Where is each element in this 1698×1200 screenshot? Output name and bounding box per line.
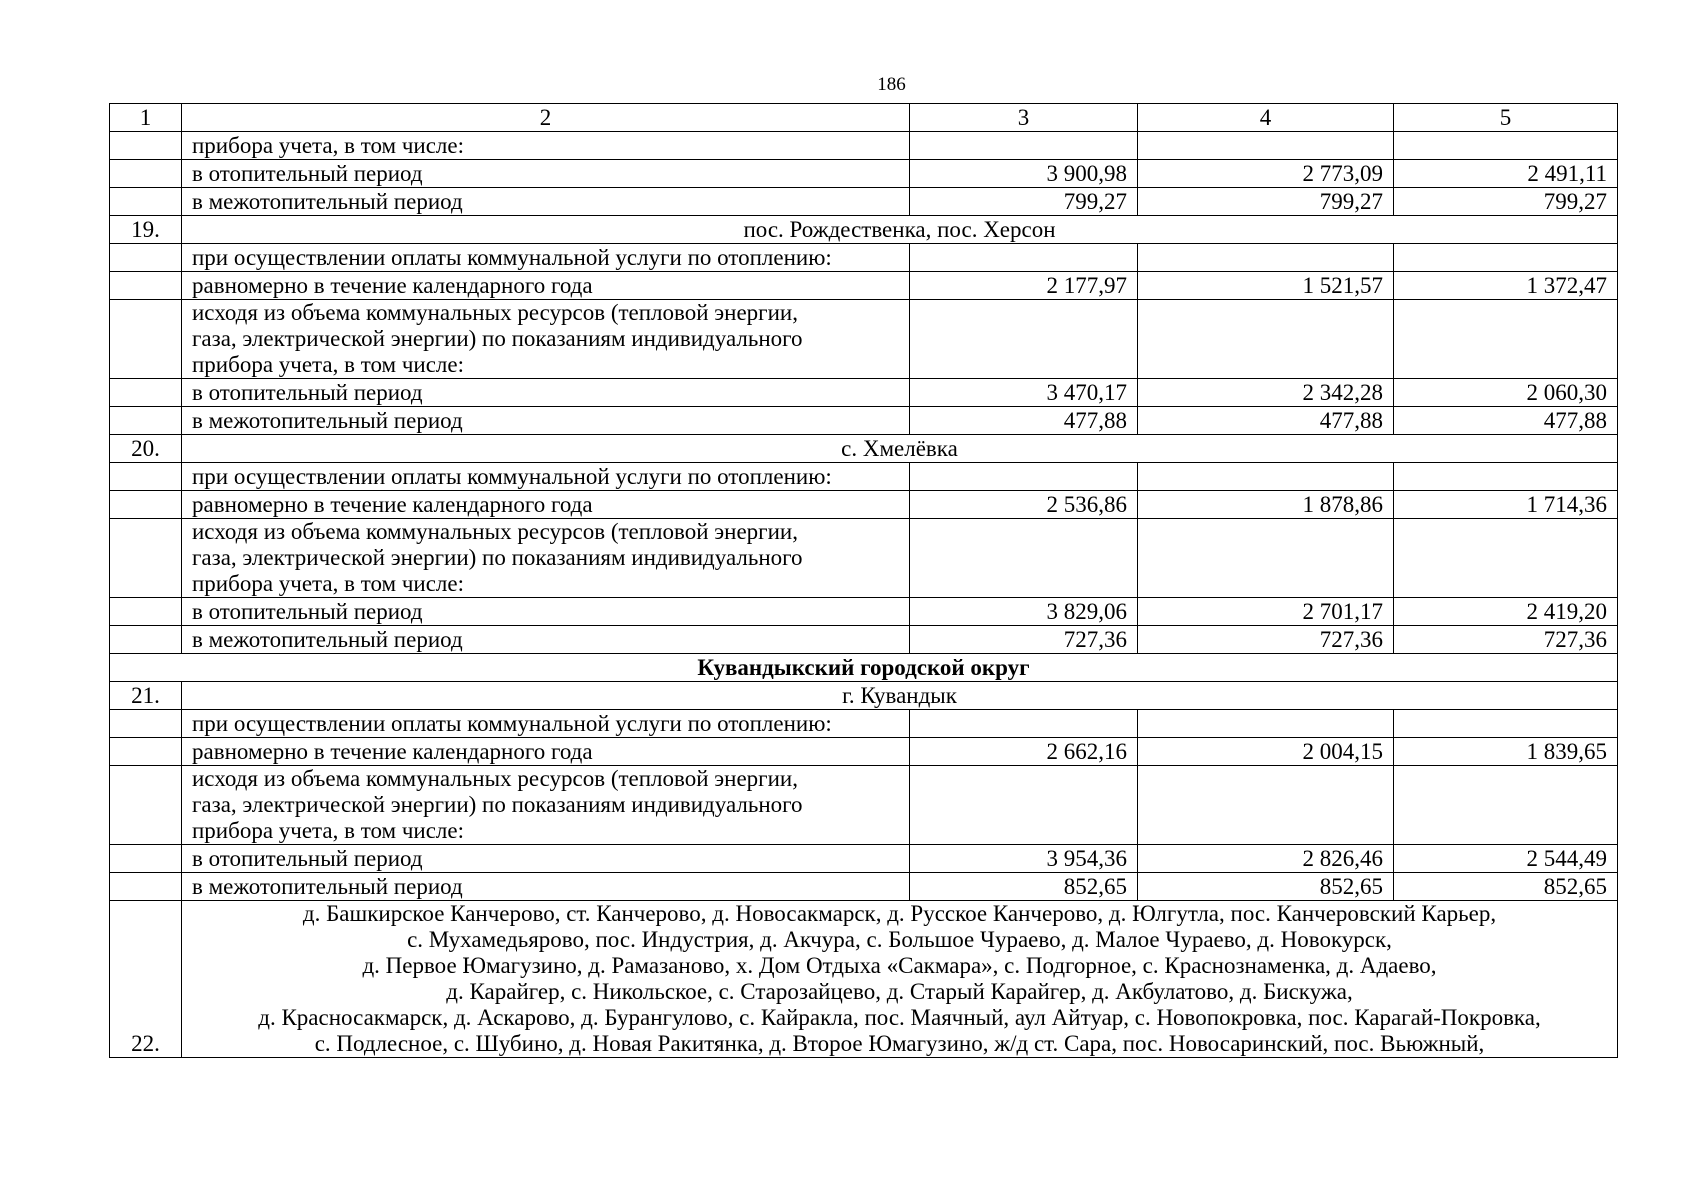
tariff-table [109, 103, 1618, 1058]
locality-list-line: д. Карайгер, с. Никольское, с. Старозайцево, д. Старый Карайгер, д. Акбулатово, д. Бискужа, [446, 979, 1353, 1004]
value-cell-col3: 3 470,17 [910, 379, 1138, 407]
value-cell-col4: 799,27 [1138, 188, 1394, 216]
page-number: 186 [877, 74, 906, 95]
value-cell-col4 [1138, 244, 1394, 272]
row-number-cell [110, 188, 182, 216]
value-cell-col5: 2 491,11 [1394, 160, 1618, 188]
table-row [110, 598, 1618, 626]
locality-list-row [110, 901, 1618, 1058]
value-cell-col3 [910, 132, 1138, 160]
tariff-table-body [110, 104, 1618, 1058]
value-cell-col4: 1 521,57 [1138, 272, 1394, 300]
value-cell-col5 [1394, 710, 1618, 738]
value-cell-col5: 1 839,65 [1394, 738, 1618, 766]
row-number-cell [110, 132, 182, 160]
value-cell-col3: 3 954,36 [910, 845, 1138, 873]
value-cell-col3 [910, 710, 1138, 738]
header-row [110, 104, 1618, 132]
row-label: в межотопительный период [182, 407, 910, 435]
table-row [110, 710, 1618, 738]
row-number: 21. [110, 682, 182, 710]
label-line: прибора учета, в том числе: [192, 352, 464, 377]
value-cell-col3 [910, 300, 1138, 379]
table-row [110, 845, 1618, 873]
header-cell-1: 1 [110, 104, 182, 132]
value-cell-col4: 2 701,17 [1138, 598, 1394, 626]
locality-list-line: д. Первое Юмагузино, д. Рамазаново, х. Дом Отдыха «Сакмара», с. Подгорное, с. Краснознаменка, д. Адаево, [362, 953, 1437, 978]
value-cell-col4: 2 004,15 [1138, 738, 1394, 766]
locality-name: с. Хмелёвка [182, 435, 1618, 463]
header-cell-5: 5 [1394, 104, 1618, 132]
label-line: газа, электрической энергии) по показаниям индивидуального [192, 792, 803, 817]
value-cell-col4: 727,36 [1138, 626, 1394, 654]
table-row [110, 519, 1618, 598]
table-row [110, 491, 1618, 519]
row-number: 22. [110, 901, 182, 1058]
value-cell-col3: 3 900,98 [910, 160, 1138, 188]
value-cell-col4 [1138, 766, 1394, 845]
value-cell-col5: 852,65 [1394, 873, 1618, 901]
row-label: при осуществлении оплаты коммунальной услуги по отоплению: [182, 463, 910, 491]
row-label: при осуществлении оплаты коммунальной услуги по отоплению: [182, 710, 910, 738]
row-number-cell [110, 710, 182, 738]
row-label-multiline [182, 766, 910, 845]
locality-list-line: д. Красносакмарск, д. Аскарово, д. Бурангулово, с. Кайракла, пос. Маячный, аул Айтуар, с. Новопокровка, пос. Карагай-Покровка, [258, 1005, 1541, 1030]
value-cell-col5: 2 419,20 [1394, 598, 1618, 626]
value-cell-col4 [1138, 132, 1394, 160]
value-cell-col4 [1138, 710, 1394, 738]
value-cell-col4: 1 878,86 [1138, 491, 1394, 519]
table-row [110, 300, 1618, 379]
value-cell-col5 [1394, 300, 1618, 379]
value-cell-col3: 2 662,16 [910, 738, 1138, 766]
value-cell-col4 [1138, 300, 1394, 379]
value-cell-col5 [1394, 132, 1618, 160]
value-cell-col5: 477,88 [1394, 407, 1618, 435]
label-line: исходя из объема коммунальных ресурсов (тепловой энергии, [192, 300, 798, 325]
value-cell-col3: 799,27 [910, 188, 1138, 216]
table-row [110, 160, 1618, 188]
label-line: исходя из объема коммунальных ресурсов (тепловой энергии, [192, 766, 798, 791]
locality-list-line: д. Башкирское Канчерово, ст. Канчерово, д. Новосакмарск, д. Русское Канчерово, д. Юлгутла, пос. Канчеровский Карьер, [302, 901, 1497, 926]
value-cell-col4: 477,88 [1138, 407, 1394, 435]
value-cell-col5: 2 060,30 [1394, 379, 1618, 407]
label-line: газа, электрической энергии) по показаниям индивидуального [192, 326, 803, 351]
table-row [110, 132, 1618, 160]
row-label: прибора учета, в том числе: [182, 132, 910, 160]
value-cell-col4: 2 826,46 [1138, 845, 1394, 873]
header-cell-4: 4 [1138, 104, 1394, 132]
value-cell-col5 [1394, 766, 1618, 845]
locality-list-line: с. Мухамедьярово, пос. Индустрия, д. Акчура, с. Большое Чураево, д. Малое Чураево, д. Новокурск, [407, 927, 1392, 952]
row-label-multiline [182, 519, 910, 598]
row-label: в межотопительный период [182, 188, 910, 216]
table-row [110, 244, 1618, 272]
table-row [110, 379, 1618, 407]
section-row [110, 654, 1618, 682]
value-cell-col5 [1394, 519, 1618, 598]
header-cell-3: 3 [910, 104, 1138, 132]
label-line: прибора учета, в том числе: [192, 818, 464, 843]
row-number-cell [110, 300, 182, 379]
row-number-cell [110, 598, 182, 626]
table-row [110, 188, 1618, 216]
row-label: равномерно в течение календарного года [182, 491, 910, 519]
label-line: газа, электрической энергии) по показаниям индивидуального [192, 545, 803, 570]
header-cell-2: 2 [182, 104, 910, 132]
row-label: при осуществлении оплаты коммунальной услуги по отоплению: [182, 244, 910, 272]
row-number-cell [110, 873, 182, 901]
table-row [110, 873, 1618, 901]
table-row [110, 738, 1618, 766]
row-number-cell [110, 766, 182, 845]
table-row [110, 272, 1618, 300]
value-cell-col4 [1138, 463, 1394, 491]
row-number-cell [110, 845, 182, 873]
section-title: Кувандыкский городской округ [110, 654, 1618, 682]
value-cell-col3: 727,36 [910, 626, 1138, 654]
table-row [110, 766, 1618, 845]
row-number-cell [110, 272, 182, 300]
row-number-cell [110, 379, 182, 407]
row-number-cell [110, 160, 182, 188]
row-label: в отопительный период [182, 598, 910, 626]
value-cell-col4: 852,65 [1138, 873, 1394, 901]
row-number-cell [110, 244, 182, 272]
locality-list-line: с. Подлесное, с. Шубино, д. Новая Ракитянка, д. Второе Юмагузино, ж/д ст. Сара, пос. Новосаринский, пос. Вьюжный, [314, 1031, 1485, 1056]
row-number: 20. [110, 435, 182, 463]
locality-name: г. Кувандык [182, 682, 1618, 710]
value-cell-col3: 2 536,86 [910, 491, 1138, 519]
value-cell-col5: 799,27 [1394, 188, 1618, 216]
row-number-cell [110, 407, 182, 435]
locality-row [110, 682, 1618, 710]
value-cell-col4: 2 773,09 [1138, 160, 1394, 188]
value-cell-col3: 2 177,97 [910, 272, 1138, 300]
row-number-cell [110, 491, 182, 519]
value-cell-col3 [910, 463, 1138, 491]
value-cell-col5: 1 714,36 [1394, 491, 1618, 519]
row-label: в отопительный период [182, 160, 910, 188]
label-line: прибора учета, в том числе: [192, 571, 464, 596]
value-cell-col5: 2 544,49 [1394, 845, 1618, 873]
table-row [110, 463, 1618, 491]
value-cell-col5 [1394, 244, 1618, 272]
row-label: в межотопительный период [182, 873, 910, 901]
value-cell-col5: 727,36 [1394, 626, 1618, 654]
value-cell-col3 [910, 519, 1138, 598]
value-cell-col3: 477,88 [910, 407, 1138, 435]
row-label: в отопительный период [182, 379, 910, 407]
locality-name: пос. Рождественка, пос. Херсон [182, 216, 1618, 244]
value-cell-col5: 1 372,47 [1394, 272, 1618, 300]
row-label: в межотопительный период [182, 626, 910, 654]
value-cell-col3 [910, 244, 1138, 272]
value-cell-col4: 2 342,28 [1138, 379, 1394, 407]
row-label-multiline [182, 300, 910, 379]
row-label: в отопительный период [182, 845, 910, 873]
row-number-cell [110, 463, 182, 491]
row-number-cell [110, 738, 182, 766]
value-cell-col3 [910, 766, 1138, 845]
row-number-cell [110, 519, 182, 598]
value-cell-col3: 3 829,06 [910, 598, 1138, 626]
locality-list [182, 901, 1618, 1058]
row-number-cell [110, 626, 182, 654]
table-row [110, 626, 1618, 654]
label-line: исходя из объема коммунальных ресурсов (тепловой энергии, [192, 519, 798, 544]
value-cell-col3: 852,65 [910, 873, 1138, 901]
value-cell-col4 [1138, 519, 1394, 598]
row-label: равномерно в течение календарного года [182, 738, 910, 766]
table-row [110, 407, 1618, 435]
row-number: 19. [110, 216, 182, 244]
locality-row [110, 216, 1618, 244]
value-cell-col5 [1394, 463, 1618, 491]
locality-row [110, 435, 1618, 463]
row-label: равномерно в течение календарного года [182, 272, 910, 300]
